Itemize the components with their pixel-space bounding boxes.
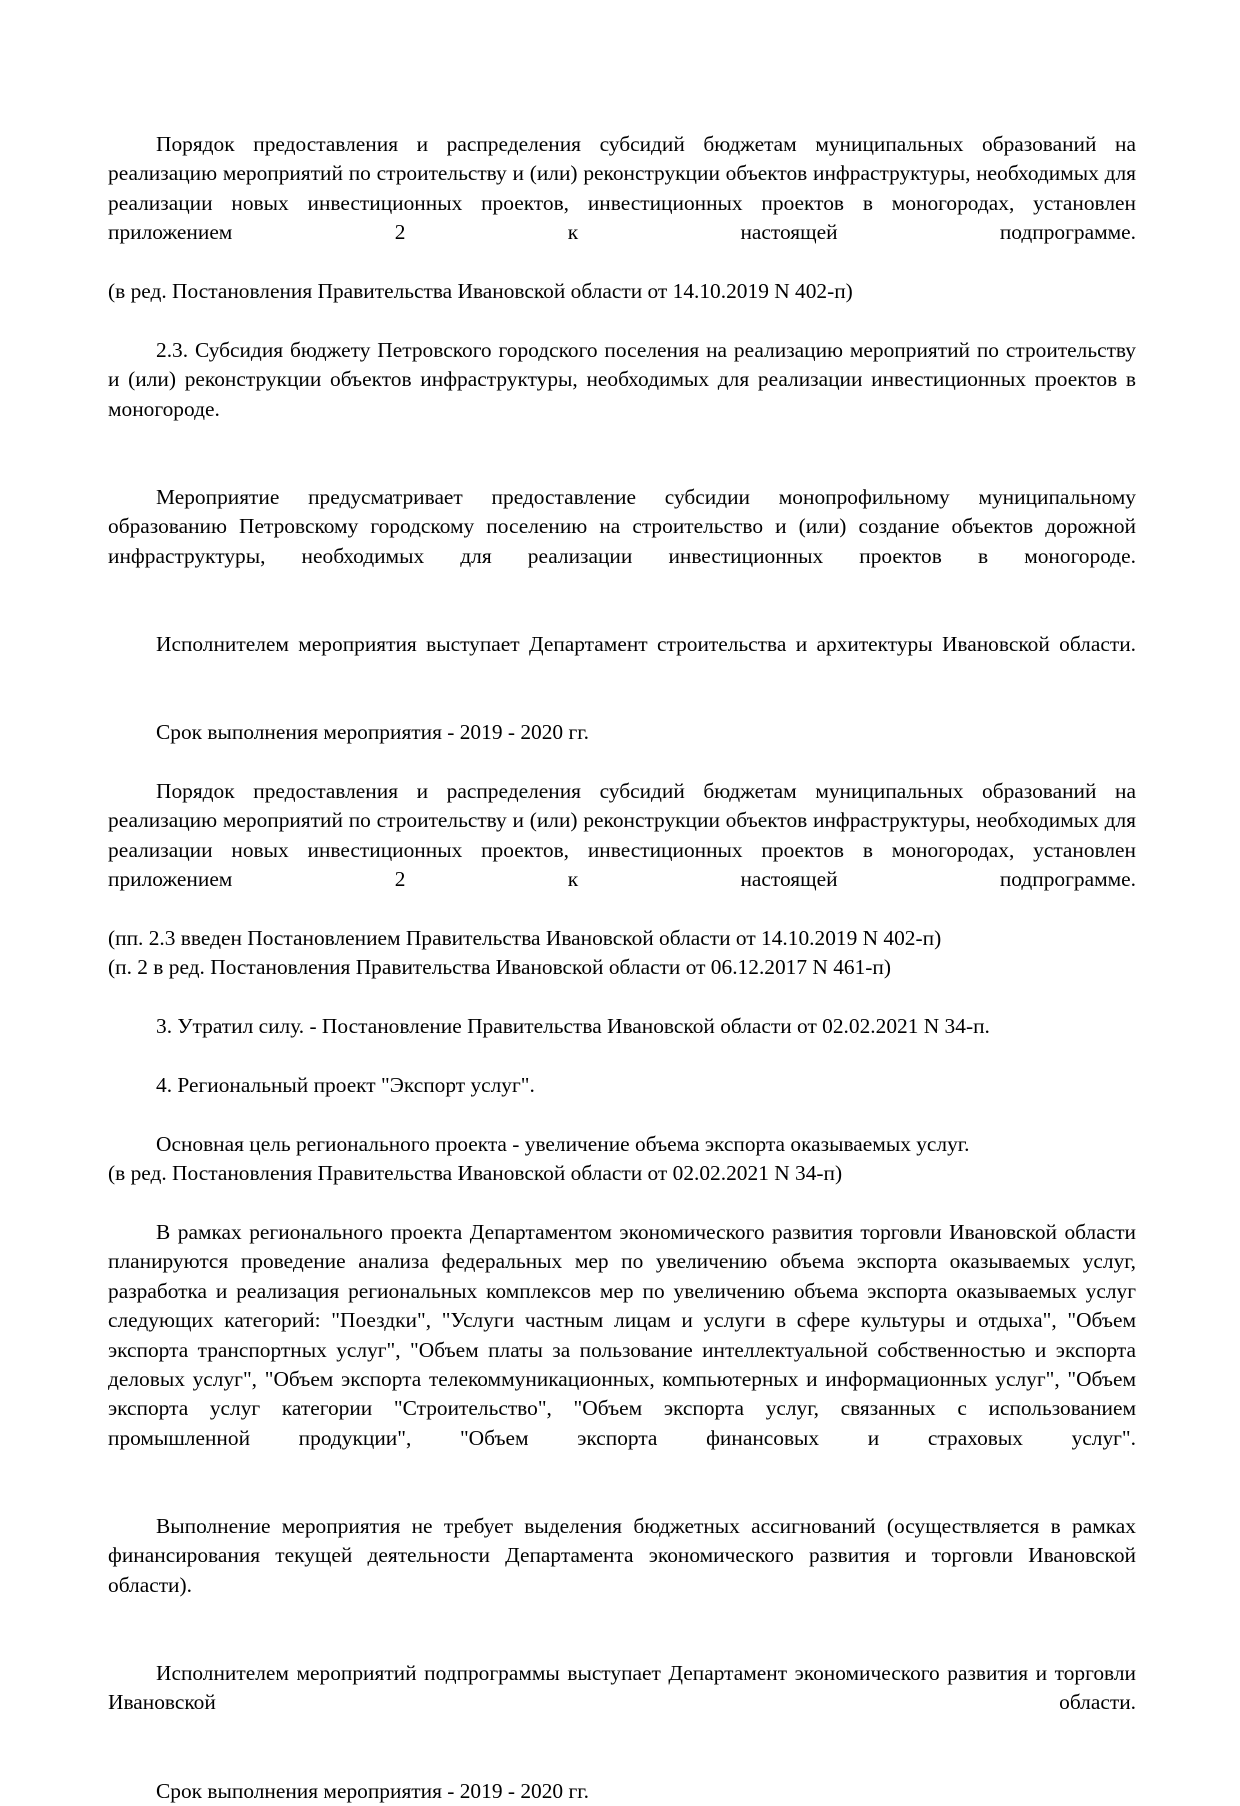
paragraph-deadline-1: Срок выполнения мероприятия - 2019 - 2020 гг. bbox=[156, 720, 589, 745]
paragraph-spacer bbox=[108, 306, 1136, 335]
amendment-reference-2: (пп. 2.3 введен Постановлением Правительства Ивановской области от 14.10.2019 N 402-п) bbox=[108, 925, 942, 950]
paragraph-spacer bbox=[108, 600, 1136, 629]
document-body bbox=[108, 130, 1136, 1806]
paragraph-project-goal: Основная цель регионального проекта - увеличение объема экспорта оказываемых услуг. bbox=[156, 1131, 970, 1156]
paragraph-spacer bbox=[108, 1189, 1136, 1218]
amendment-reference-4: (в ред. Постановления Правительства Ивановской области от 02.02.2021 N 34-п) bbox=[108, 1161, 843, 1186]
paragraph-executor-construction: Исполнителем мероприятия выступает Департамент строительства и архитектуры Ивановской области. bbox=[156, 631, 1136, 656]
paragraph-item-4-title: 4. Региональный проект "Экспорт услуг". bbox=[156, 1072, 535, 1097]
paragraph-measure-description: Мероприятие предусматривает предоставление субсидии монопрофильному муниципальному образованию Петровскому городскому поселению на строительство и (или) создание объектов дорожной инфраструктуры, необходимых для реализации инвестиционных проектов в моногороде. bbox=[108, 484, 1136, 568]
paragraph-spacer bbox=[108, 747, 1136, 776]
amendment-reference-3: (п. 2 в ред. Постановления Правительства Ивановской области от 06.12.2017 N 461-п) bbox=[108, 955, 891, 980]
paragraph-service-categories: В рамках регионального проекта Департаментом экономического развития торговли Ивановской области планируются проведение анализа федеральных мер по увеличению объема экспорта оказываемых услуг, разработка и реализация региональных комплексов мер по увеличению объема экспорта оказываемых услуг следующих категорий: "Поездки", "Услуги частным лицам и услуги в сфере культуры и отдыха", "Объем экспорта транспортных услуг", "Объем платы за пользование интеллектуальной собственностью и экспорта деловых услуг", "Объем экспорта телекоммуникационных, компьютерных и информационных услуг", "Объем экспорта услуг категории "Строительство", "Объем экспорта услуг, связанных с использованием промышленной продукции", "Объем экспорта финансовых и страховых услуг". bbox=[108, 1219, 1136, 1450]
paragraph-deadline-2: Срок выполнения мероприятия - 2019 - 2020 гг. bbox=[156, 1778, 589, 1803]
paragraph-spacer bbox=[108, 1630, 1136, 1659]
paragraph-executor-economic-development: Исполнителем мероприятий подпрограммы выступает Департамент экономического развития и торговли Ивановской области. bbox=[108, 1660, 1136, 1715]
paragraph-spacer bbox=[108, 1483, 1136, 1512]
paragraph-spacer bbox=[108, 1100, 1136, 1129]
paragraph-spacer bbox=[108, 1747, 1136, 1776]
paragraph-spacer bbox=[108, 983, 1136, 1012]
paragraph-item-3-repealed: 3. Утратил силу. - Постановление Правительства Ивановской области от 02.02.2021 N 34-п. bbox=[156, 1014, 990, 1039]
paragraph-item-2-3: 2.3. Субсидия бюджету Петровского городского поселения на реализацию мероприятий по строительству и (или) реконструкции объектов инфраструктуры, необходимых для реализации инвестиционных проектов в моногороде. bbox=[108, 337, 1136, 421]
paragraph-spacer bbox=[108, 689, 1136, 718]
paragraph-spacer bbox=[108, 1042, 1136, 1071]
paragraph-subsidy-order-1: Порядок предоставления и распределения субсидий бюджетам муниципальных образований на реализацию мероприятий по строительству и (или) реконструкции объектов инфраструктуры, необходимых для реализации новых инвестиционных проектов, инвестиционных проектов в моногородах, установлен приложением 2 к настоящей подпрограмме. bbox=[108, 132, 1136, 245]
amendment-reference-1: (в ред. Постановления Правительства Ивановской области от 14.10.2019 N 402-п) bbox=[108, 279, 853, 304]
paragraph-subsidy-order-2: Порядок предоставления и распределения субсидий бюджетам муниципальных образований на реализацию мероприятий по строительству и (или) реконструкции объектов инфраструктуры, необходимых для реализации новых инвестиционных проектов, инвестиционных проектов в моногородах, установлен приложением 2 к настоящей подпрограмме. bbox=[108, 778, 1136, 892]
paragraph-no-budget-allocation: Выполнение мероприятия не требует выделения бюджетных ассигнований (осуществляется в рамках финансирования текущей деятельности Департамента экономического развития и торговли Ивановской области). bbox=[108, 1513, 1136, 1597]
paragraph-spacer bbox=[108, 453, 1136, 482]
